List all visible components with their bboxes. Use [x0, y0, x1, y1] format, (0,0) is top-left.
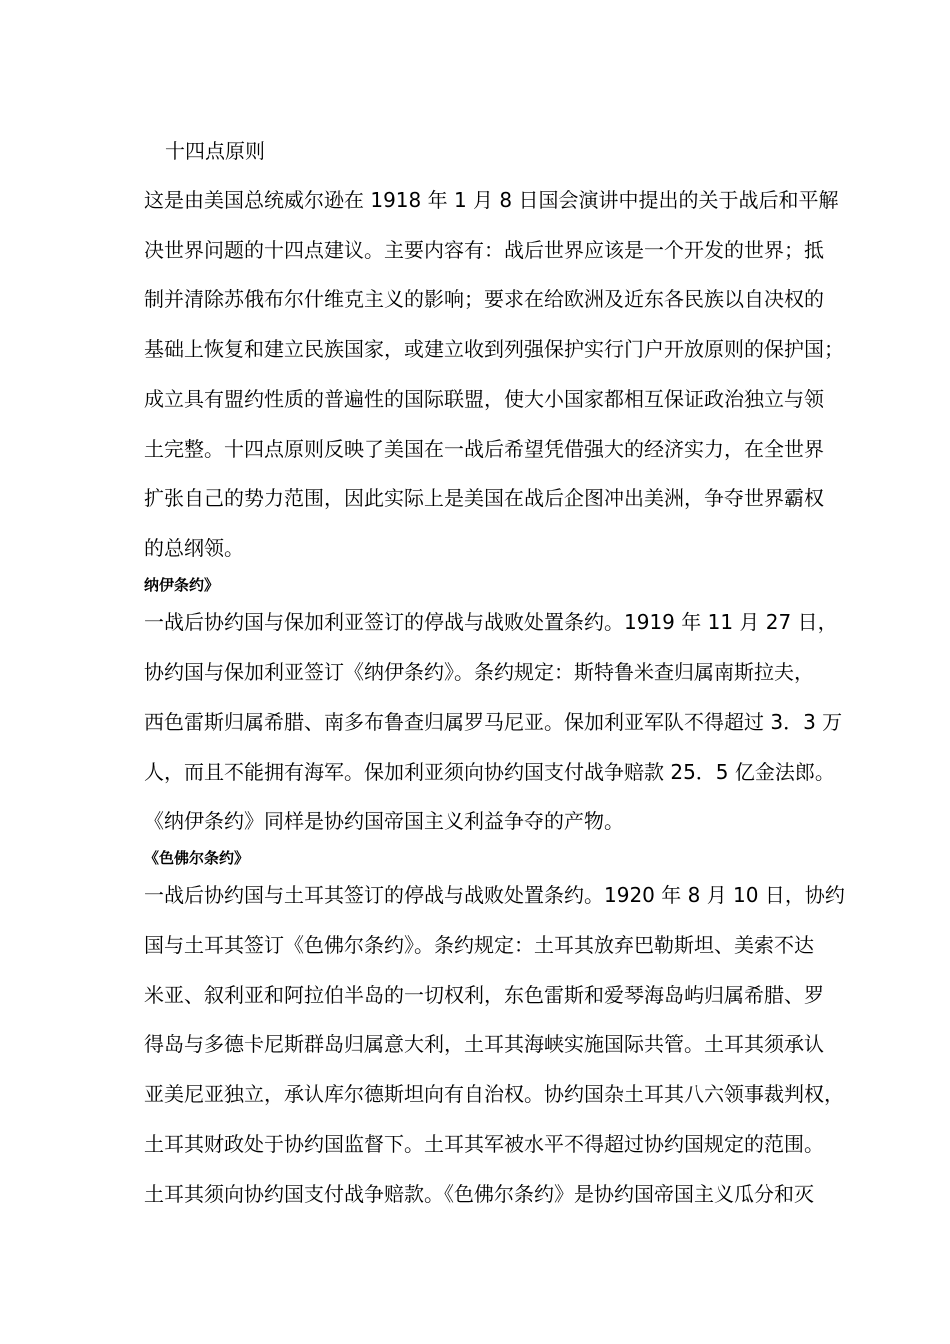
- paragraph-line: 扩张自己的势力范围，因此实际上是美国在战后企图冲出美洲，争夺世界霸权: [144, 486, 824, 510]
- paragraph-line: 得岛与多德卡尼斯群岛归属意大利，土耳其海峡实施国际共管。土耳其须承认: [144, 1032, 824, 1056]
- paragraph-line: 人，而且不能拥有海军。保加利亚须向协约国支付战争赔款 25．5 亿金法郎。: [144, 760, 835, 784]
- paragraph-line: 一战后协约国与保加利亚签订的停战与战败处置条约。1919 年 11 月 27 日，: [144, 610, 838, 634]
- paragraph-line: 基础上恢复和建立民族国家，或建立收到列强保护实行门户开放原则的保护国；: [144, 337, 844, 361]
- paragraph-line: 国与土耳其签订《色佛尔条约》。条约规定：土耳其放弃巴勒斯坦、美索不达: [144, 933, 814, 957]
- paragraph-line: 土耳其须向协约国支付战争赔款。《色佛尔条约》是协约国帝国主义瓜分和灭: [144, 1182, 814, 1206]
- paragraph-line: 亚美尼亚独立，承认库尔德斯坦向有自治权。协约国杂土耳其八六领事裁判权，: [144, 1082, 844, 1106]
- paragraph-line: 土耳其财政处于协约国监督下。土耳其军被水平不得超过协约国规定的范围。: [144, 1132, 824, 1156]
- paragraph-line: 土完整。十四点原则反映了美国在一战后希望凭借强大的经济实力，在全世界: [144, 437, 824, 461]
- section-title-sevres-treaty: 《色佛尔条约》: [144, 849, 250, 867]
- section-title-fourteen-points: 十四点原则: [165, 139, 265, 163]
- paragraph-line: 米亚、叙利亚和阿拉伯半岛的一切权利，东色雷斯和爱琴海岛屿归属希腊、罗: [144, 983, 824, 1007]
- paragraph-line: 的总纲领。: [144, 536, 244, 560]
- paragraph-line: 《纳伊条约》同样是协约国帝国主义利益争夺的产物。: [144, 809, 624, 833]
- paragraph-line: 这是由美国总统威尔逊在 1918 年 1 月 8 日国会演讲中提出的关于战后和平解: [144, 188, 839, 212]
- paragraph-line: 决世界问题的十四点建议。主要内容有：战后世界应该是一个开发的世界；抵: [144, 238, 824, 262]
- paragraph-line: 制并清除苏俄布尔什维克主义的影响；要求在给欧洲及近东各民族以自决权的: [144, 287, 824, 311]
- section-title-neuilly-treaty: 纳伊条约》: [144, 576, 220, 594]
- paragraph-line: 协约国与保加利亚签订《纳伊条约》。条约规定：斯特鲁米查归属南斯拉夫，: [144, 660, 814, 684]
- paragraph-line: 一战后协约国与土耳其签订的停战与战败处置条约。1920 年 8 月 10 日，协约: [144, 883, 845, 907]
- paragraph-line: 西色雷斯归属希腊、南多布鲁查归属罗马尼亚。保加利亚军队不得超过 3．3 万: [144, 710, 843, 734]
- paragraph-line: 成立具有盟约性质的普遍性的国际联盟，使大小国家都相互保证政治独立与领: [144, 387, 824, 411]
